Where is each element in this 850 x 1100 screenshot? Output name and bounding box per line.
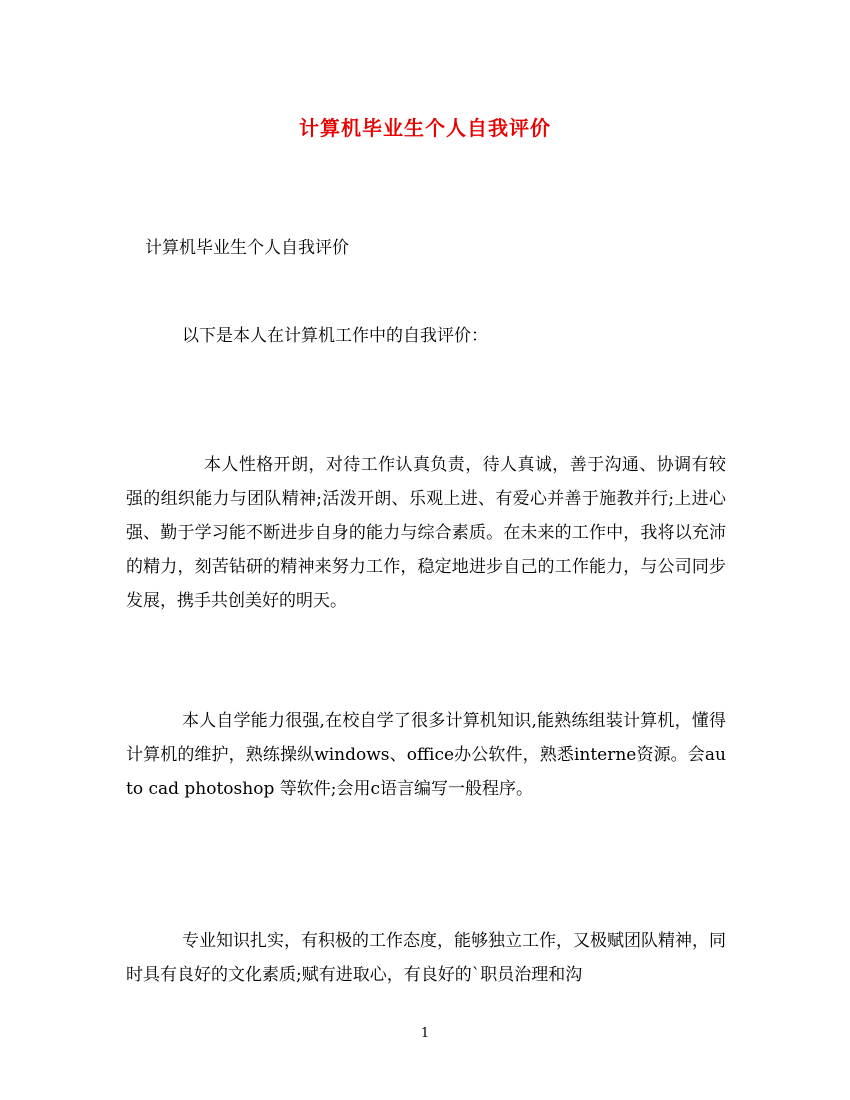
- paragraph-professional: 专业知识扎实，有积极的工作态度，能够独立工作，又极赋团队精神，同时具有良好的文化素质;赋有进取心，有良好的`职员治理和沟: [126, 931, 726, 985]
- paragraph-skills: 本人自学能力很强,在校自学了很多计算机知识,能熟练组装计算机，懂得计算机的维护，熟练操纵windows、office办公软件，熟悉interne资源。会auto cad photoshop 等软件;会用c语言编写一般程序。: [126, 711, 726, 799]
- document-title: 计算机毕业生个人自我评价: [299, 116, 551, 140]
- document-subtitle: 计算机毕业生个人自我评价: [145, 238, 349, 258]
- intro-line: 以下是本人在计算机工作中的自我评价：: [182, 326, 488, 346]
- paragraph-personality: 本人性格开朗，对待工作认真负责，待人真诚，善于沟通、协调有较强的组织能力与团队精神;活泼开朗、乐观上进、有爱心并善于施教并行;上进心强、勤于学习能不断进步自身的能力与综合素质。在未来的工作中，我将以充沛的精力，刻苦钻研的精神来努力工作，稳定地进步自己的工作能力，与公司同步发展，携手共创美好的明天。: [126, 455, 726, 611]
- page-number: 1: [420, 1026, 430, 1041]
